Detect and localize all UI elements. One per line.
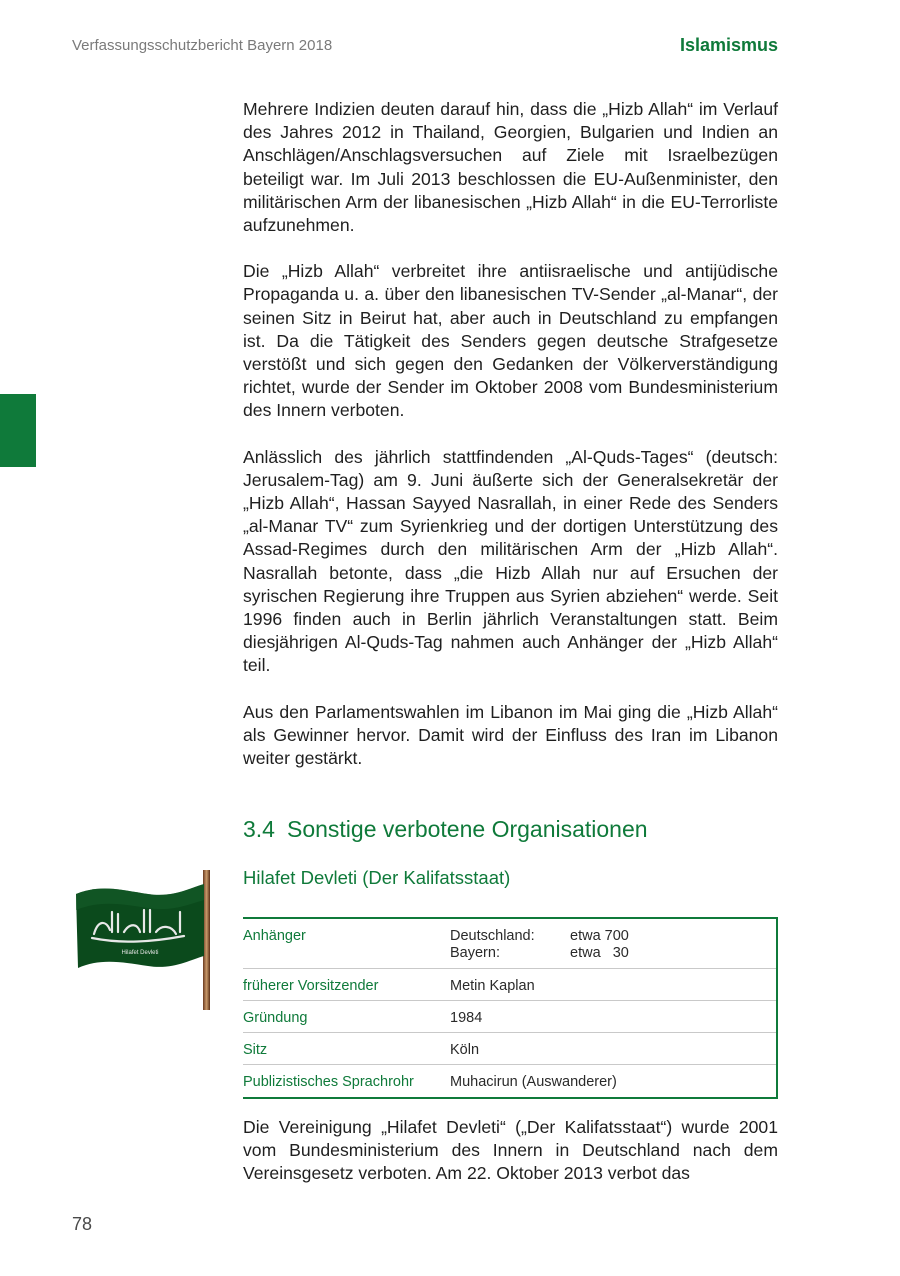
row-value [450,919,776,968]
table-row [243,1065,776,1097]
member-count-germany: Deutschland: etwa 700 [450,928,629,944]
row-label: Gründung [243,1010,308,1026]
section-number: 3.4 [243,816,275,842]
table-row [243,1033,776,1065]
running-title: Verfassungsschutzbericht Bayern 2018 [72,37,333,54]
paragraph-1: Mehrere Indizien deuten darauf hin, dass die „Hizb Allah“ im Verlauf des Jahres 2012 in Thailand, Georgien, Bulgarien und Indien an Anschlägen/Anschlagsversuchen auf Ziele mit Israelbezügen beteiligt war. Im Juli 2013 beschlossen die EU-Außenminister, den militärischen Arm der libanesischen „Hizb Allah“ in die EU-Terrorliste aufzunehmen. [243,99,778,236]
row-value: Köln [450,1042,480,1058]
section-heading [243,816,648,843]
row-value: Metin Kaplan [450,978,535,994]
chapter-marker [0,394,36,467]
flag-caption: Hilafet Devleti [121,950,159,956]
row-value: Muhacirun (Auswanderer) [450,1074,617,1090]
flag-pole [203,870,210,1010]
member-count-bavaria: Bayern: etwa 30 [450,945,629,961]
row-label: Publizistisches Sprachrohr [243,1074,414,1090]
table-row [243,969,776,1001]
page-number: 78 [72,1214,93,1234]
paragraph-3: Anlässlich des jährlich stattfindenden „Al-Quds-Tages“ (deutsch: Jerusalem-Tag) am 9. Juni äußerte sich der Generalsekretär der „Hizb Allah“, Hassan Sayyed Nasrallah, in einer Rede des Senders „al-Manar TV“ zum Syrienkrieg und der dortigen Unterstützung des Assad-Regimes durch den militärischen Arm der „Hizb Allah“. Nasrallah betonte, dass „die Hizb Allah nur auf Ersuchen der syrischen Regierung ihre Truppen aus Syrien abziehen“ werde. Seit 1996 finden auch in Berlin jährlich Veranstaltungen statt. Beim diesjährigen Al-Quds-Tag nahmen auch Anhänger der „Hizb Allah“ teil. [243,446,778,676]
organisation-title: Hilafet Devleti (Der Kalifatsstaat) [243,867,511,888]
paragraph-2: Die „Hizb Allah“ verbreitet ihre antiisraelische und antijüdische Propaganda u. a. über den libanesischen TV-Sender „al-Manar“, der seinen Sitz in Beirut hat, aber auch in Deutschland zu empfangen ist. Da die Tätigkeit des Senders gegen deutsche Strafgesetze verstößt und sich gegen den Gedanken der Völkerverständigung richtet, wurde der Sender im Oktober 2008 vom Bundesministerium des Innern verboten. [243,261,778,421]
row-label: Anhänger [243,928,306,944]
flag-image [72,870,214,1010]
row-label: früherer Vorsitzender [243,978,379,994]
section-label: Islamismus [679,35,778,55]
section-title: Sonstige verbotene Organisationen [286,816,648,842]
organisation-info-table [243,917,778,1099]
row-label: Sitz [243,1042,268,1058]
paragraph-5: Die Vereinigung „Hilafet Devleti“ („Der Kalifatsstaat“) wurde 2001 vom Bundesministerium des Innern in Deutschland nach dem Vereinsgesetz verboten. Am 22. Oktober 2013 verbot das [243,1117,778,1184]
paragraph-4: Aus den Parlamentswahlen im Libanon im Mai ging die „Hizb Allah“ als Gewinner hervor. Damit wird der Einfluss des Iran im Libanon weiter gestärkt. [243,701,778,769]
row-value: 1984 [450,1010,483,1026]
table-row [243,1001,776,1033]
body-text [243,98,778,793]
table-row [243,919,776,969]
